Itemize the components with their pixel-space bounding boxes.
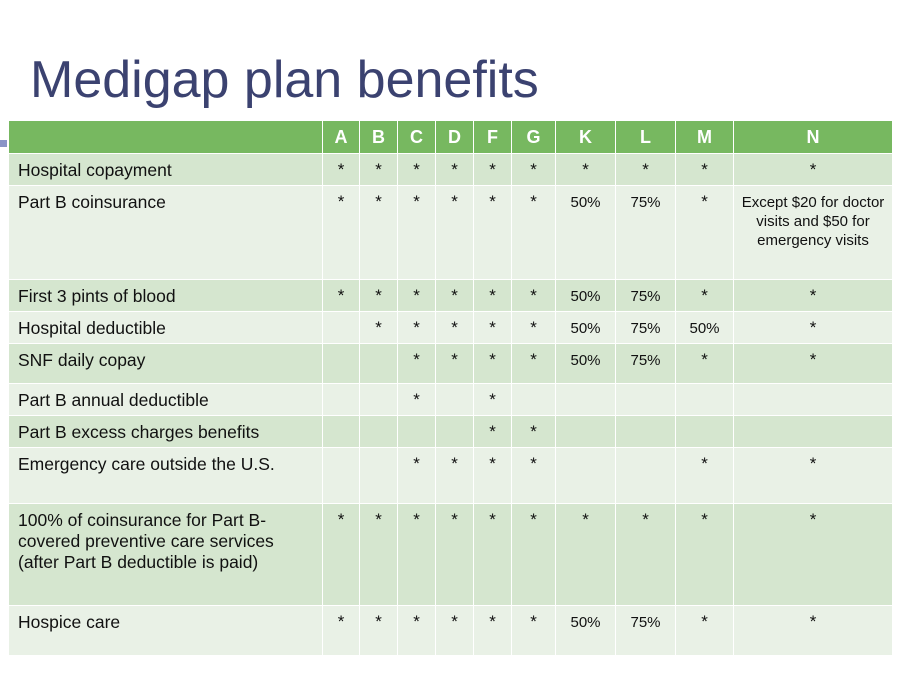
plan-header-l: L bbox=[616, 121, 676, 154]
plan-cell-m: * bbox=[676, 448, 734, 504]
plan-cell-f: * bbox=[474, 416, 512, 448]
plan-cell-g: * bbox=[512, 416, 556, 448]
plan-cell-k: * bbox=[556, 504, 616, 606]
plan-cell-k: 50% bbox=[556, 280, 616, 312]
table-row bbox=[9, 384, 893, 416]
plan-cell-l: 75% bbox=[616, 280, 676, 312]
plan-cell-a: * bbox=[323, 504, 360, 606]
plan-cell-c: * bbox=[398, 344, 436, 384]
plan-cell-c: * bbox=[398, 280, 436, 312]
plan-cell-d: * bbox=[436, 186, 474, 280]
plan-cell-n: Except $20 for doctor visits and $50 for emergency visits bbox=[734, 186, 893, 280]
plan-cell-g bbox=[512, 384, 556, 416]
plan-cell-g: * bbox=[512, 504, 556, 606]
slide-title: Medigap plan benefits bbox=[30, 51, 539, 109]
plan-cell-g: * bbox=[512, 312, 556, 344]
plan-cell-k: 50% bbox=[556, 186, 616, 280]
plan-cell-m bbox=[676, 384, 734, 416]
plan-cell-c: * bbox=[398, 448, 436, 504]
plan-header-k: K bbox=[556, 121, 616, 154]
plan-cell-b: * bbox=[360, 504, 398, 606]
plan-cell-m: * bbox=[676, 186, 734, 280]
plan-cell-c: * bbox=[398, 154, 436, 186]
plan-cell-f: * bbox=[474, 312, 512, 344]
plan-cell-f: * bbox=[474, 448, 512, 504]
plan-cell-f: * bbox=[474, 504, 512, 606]
plan-cell-a bbox=[323, 312, 360, 344]
table-row bbox=[9, 504, 893, 606]
plan-cell-l: * bbox=[616, 504, 676, 606]
plan-cell-m: 50% bbox=[676, 312, 734, 344]
plan-cell-a: * bbox=[323, 280, 360, 312]
plan-cell-a: * bbox=[323, 606, 360, 656]
plan-cell-k bbox=[556, 448, 616, 504]
plan-cell-a bbox=[323, 448, 360, 504]
plan-cell-m: * bbox=[676, 504, 734, 606]
table-row bbox=[9, 154, 893, 186]
benefit-label: Hospice care bbox=[9, 606, 323, 656]
plan-cell-l bbox=[616, 384, 676, 416]
plan-header-a: A bbox=[323, 121, 360, 154]
header-corner-cell bbox=[9, 121, 323, 154]
plan-cell-b: * bbox=[360, 280, 398, 312]
plan-header-n: N bbox=[734, 121, 893, 154]
benefit-label: Emergency care outside the U.S. bbox=[9, 448, 323, 504]
table-row bbox=[9, 186, 893, 280]
plan-cell-m: * bbox=[676, 344, 734, 384]
plan-cell-l: 75% bbox=[616, 186, 676, 280]
plan-cell-b: * bbox=[360, 154, 398, 186]
plan-cell-c: * bbox=[398, 504, 436, 606]
plan-cell-b bbox=[360, 384, 398, 416]
plan-cell-a bbox=[323, 384, 360, 416]
plan-cell-b bbox=[360, 344, 398, 384]
plan-cell-f: * bbox=[474, 606, 512, 656]
plan-cell-d: * bbox=[436, 312, 474, 344]
plan-cell-b bbox=[360, 416, 398, 448]
plan-cell-k: * bbox=[556, 154, 616, 186]
plan-cell-n: * bbox=[734, 606, 893, 656]
plan-cell-f: * bbox=[474, 154, 512, 186]
plan-cell-l: 75% bbox=[616, 312, 676, 344]
benefit-label: SNF daily copay bbox=[9, 344, 323, 384]
plan-cell-d: * bbox=[436, 344, 474, 384]
benefit-label: 100% of coinsurance for Part B-covered preventive care services (after Part B deductible is paid) bbox=[9, 504, 323, 606]
plan-cell-l: * bbox=[616, 154, 676, 186]
bullet-marker bbox=[0, 140, 7, 147]
medigap-benefits-table bbox=[8, 120, 893, 656]
plan-header-f: F bbox=[474, 121, 512, 154]
plan-cell-k bbox=[556, 384, 616, 416]
plan-cell-n: * bbox=[734, 280, 893, 312]
table-body bbox=[9, 154, 893, 656]
benefit-label: Part B excess charges benefits bbox=[9, 416, 323, 448]
plan-cell-c: * bbox=[398, 384, 436, 416]
benefit-label: Part B coinsurance bbox=[9, 186, 323, 280]
table-row bbox=[9, 344, 893, 384]
plan-cell-m: * bbox=[676, 606, 734, 656]
plan-cell-c: * bbox=[398, 606, 436, 656]
plan-cell-g: * bbox=[512, 280, 556, 312]
plan-cell-n: * bbox=[734, 312, 893, 344]
plan-cell-f: * bbox=[474, 344, 512, 384]
plan-cell-m: * bbox=[676, 280, 734, 312]
plan-cell-f: * bbox=[474, 384, 512, 416]
table-row bbox=[9, 312, 893, 344]
plan-cell-a: * bbox=[323, 186, 360, 280]
plan-cell-k bbox=[556, 416, 616, 448]
plan-header-c: C bbox=[398, 121, 436, 154]
plan-cell-a bbox=[323, 416, 360, 448]
plan-cell-m bbox=[676, 416, 734, 448]
plan-header-m: M bbox=[676, 121, 734, 154]
table-row bbox=[9, 448, 893, 504]
table-row bbox=[9, 280, 893, 312]
plan-cell-f: * bbox=[474, 186, 512, 280]
plan-header-g: G bbox=[512, 121, 556, 154]
plan-cell-l bbox=[616, 416, 676, 448]
table-row bbox=[9, 606, 893, 656]
plan-cell-n: * bbox=[734, 448, 893, 504]
plan-cell-b: * bbox=[360, 186, 398, 280]
table-header-row bbox=[9, 121, 893, 154]
plan-cell-l: 75% bbox=[616, 344, 676, 384]
plan-cell-b: * bbox=[360, 312, 398, 344]
benefit-label: Hospital copayment bbox=[9, 154, 323, 186]
plan-header-b: B bbox=[360, 121, 398, 154]
table-row bbox=[9, 416, 893, 448]
plan-cell-n bbox=[734, 416, 893, 448]
plan-cell-g: * bbox=[512, 606, 556, 656]
plan-cell-k: 50% bbox=[556, 606, 616, 656]
plan-cell-d: * bbox=[436, 504, 474, 606]
plan-cell-m: * bbox=[676, 154, 734, 186]
plan-cell-k: 50% bbox=[556, 344, 616, 384]
plan-cell-d: * bbox=[436, 448, 474, 504]
plan-cell-n: * bbox=[734, 154, 893, 186]
plan-cell-b bbox=[360, 448, 398, 504]
plan-cell-d bbox=[436, 416, 474, 448]
plan-cell-d bbox=[436, 384, 474, 416]
plan-cell-k: 50% bbox=[556, 312, 616, 344]
benefit-label: First 3 pints of blood bbox=[9, 280, 323, 312]
plan-cell-d: * bbox=[436, 606, 474, 656]
plan-header-d: D bbox=[436, 121, 474, 154]
plan-cell-n: * bbox=[734, 504, 893, 606]
plan-cell-g: * bbox=[512, 448, 556, 504]
plan-cell-g: * bbox=[512, 154, 556, 186]
benefit-label: Hospital deductible bbox=[9, 312, 323, 344]
plan-cell-a: * bbox=[323, 154, 360, 186]
plan-cell-n bbox=[734, 384, 893, 416]
plan-cell-d: * bbox=[436, 280, 474, 312]
plan-cell-g: * bbox=[512, 186, 556, 280]
plan-cell-c bbox=[398, 416, 436, 448]
plan-cell-g: * bbox=[512, 344, 556, 384]
benefit-label: Part B annual deductible bbox=[9, 384, 323, 416]
plan-cell-d: * bbox=[436, 154, 474, 186]
plan-cell-f: * bbox=[474, 280, 512, 312]
plan-cell-c: * bbox=[398, 312, 436, 344]
plan-cell-l: 75% bbox=[616, 606, 676, 656]
plan-cell-a bbox=[323, 344, 360, 384]
plan-cell-n: * bbox=[734, 344, 893, 384]
plan-cell-c: * bbox=[398, 186, 436, 280]
plan-cell-l bbox=[616, 448, 676, 504]
plan-cell-b: * bbox=[360, 606, 398, 656]
